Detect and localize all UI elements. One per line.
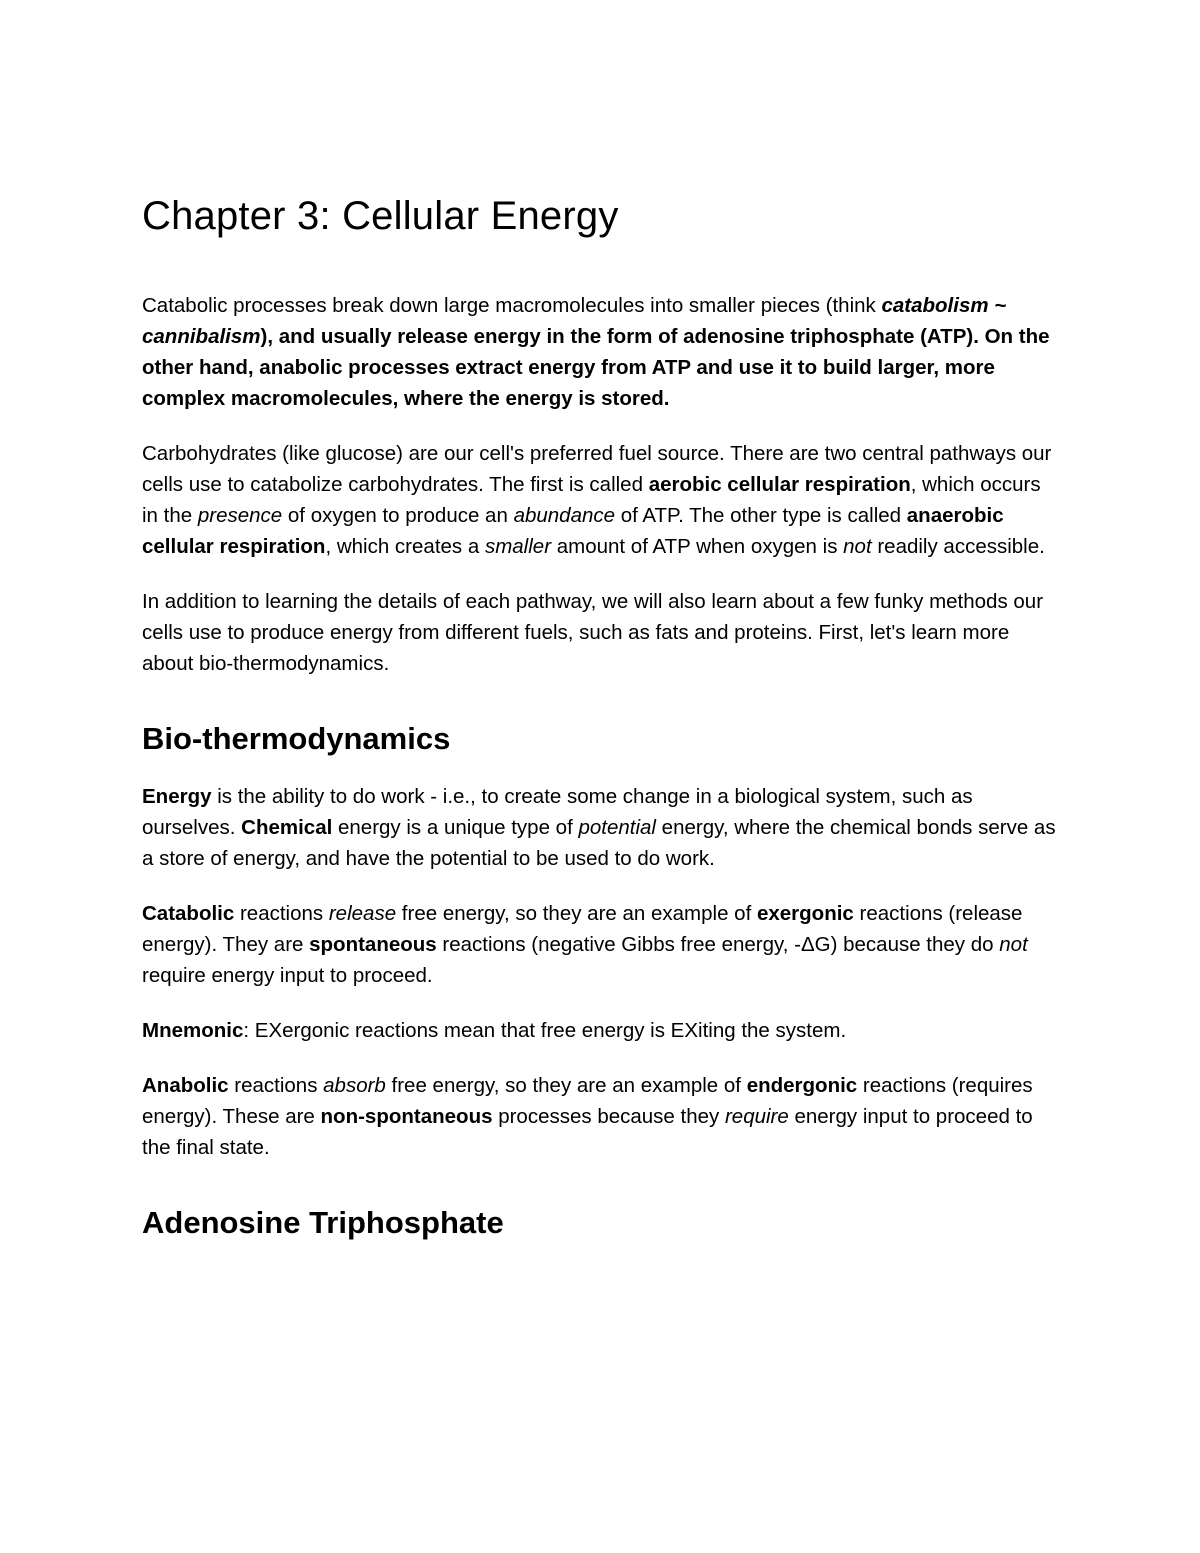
text-run: reactions xyxy=(234,902,329,925)
term-exergonic: exergonic xyxy=(756,902,854,925)
emphasis-require: require xyxy=(724,1105,789,1128)
text-run: Carbohydrates (like glucose) are our cell's preferred fuel source. There are two central pathways our cells use to catabolize carbohydrates. The first is called xyxy=(142,442,1052,496)
text-run: energy input to proceed to the final state. xyxy=(142,1105,1033,1159)
text-run: , which creates a xyxy=(325,535,485,558)
term-catabolic: Catabolic xyxy=(142,902,235,925)
text-run: reactions (requires energy). These are xyxy=(142,1074,1033,1128)
paragraph-anabolic-reactions xyxy=(142,1070,1060,1163)
text-run: require energy input to proceed. xyxy=(142,964,433,987)
intro-paragraph-catabolic xyxy=(142,290,1060,414)
emphasis-not: not xyxy=(843,535,872,558)
text-run: , which occurs in the xyxy=(142,473,1041,527)
bold-text-run: ), and usually release energy in the form of adenosine triphosphate (ATP). On the other hand, anabolic processes extract energy from ATP and use it to build larger, more complex macromolecules, where the energy is stored. xyxy=(142,325,1050,410)
emphasis-potential: potential xyxy=(578,816,656,839)
chapter-title: Chapter 3: Cellular Energy xyxy=(142,194,619,238)
heading-adenosine-triphosphate: Adenosine Triphosphate xyxy=(142,1205,504,1240)
emphasis-catabolism-cannibalism: catabolism ~ cannibalism xyxy=(142,294,1007,348)
text-run: : EXergonic reactions mean that free energy is EXiting the system. xyxy=(243,1019,847,1042)
text-run: readily accessible. xyxy=(871,535,1045,558)
term-spontaneous: spontaneous xyxy=(309,933,437,956)
heading-bio-thermodynamics: Bio-thermodynamics xyxy=(142,721,451,756)
text-run: free energy, so they are an example of xyxy=(385,1074,747,1097)
text-run: Catabolic processes break down large macromolecules into smaller pieces (think xyxy=(142,294,882,317)
emphasis-absorb: absorb xyxy=(323,1074,386,1097)
term-non-spontaneous: non-spontaneous xyxy=(320,1105,493,1128)
text-run: is the ability to do work - i.e., to create some change in a biological system, such as ourselves. xyxy=(142,785,973,839)
text-run: processes because they xyxy=(492,1105,725,1128)
emphasis-abundance: abundance xyxy=(513,504,616,527)
paragraph-mnemonic xyxy=(142,1015,1060,1046)
term-anabolic: Anabolic xyxy=(142,1074,229,1097)
text-run: reactions (release energy). They are xyxy=(142,902,1023,956)
paragraph-catabolic-reactions xyxy=(142,898,1060,991)
intro-paragraph-carbohydrates xyxy=(142,438,1060,562)
emphasis-not: not xyxy=(999,933,1028,956)
text-run: of ATP. The other type is called xyxy=(615,504,907,527)
emphasis-smaller: smaller xyxy=(484,535,552,558)
text-run: free energy, so they are an example of xyxy=(396,902,757,925)
text-run: reactions xyxy=(228,1074,324,1097)
text-run: amount of ATP when oxygen is xyxy=(551,535,844,558)
term-aerobic-respiration: aerobic cellular respiration xyxy=(648,473,911,496)
intro-paragraph-pathways: In addition to learning the details of each pathway, we will also learn about a few funky methods our cells use to produce energy from different fuels, such as fats and proteins. First, let's learn more about bio-thermodynamics. xyxy=(142,590,1044,675)
text-run: energy, where the chemical bonds serve as a store of energy, and have the potential to be used to do work. xyxy=(142,816,1056,870)
term-mnemonic: Mnemonic xyxy=(142,1019,244,1042)
text-run: reactions (negative Gibbs free energy, -ΔG) because they do xyxy=(436,933,1000,956)
term-anaerobic-respiration: anaerobic cellular respiration xyxy=(142,504,1004,558)
term-chemical: Chemical xyxy=(241,816,333,839)
paragraph-energy-definition xyxy=(142,781,1060,874)
term-endergonic: endergonic xyxy=(746,1074,858,1097)
emphasis-release: release xyxy=(328,902,397,925)
text-run: energy is a unique type of xyxy=(332,816,579,839)
text-run: of oxygen to produce an xyxy=(282,504,514,527)
emphasis-presence: presence xyxy=(197,504,283,527)
term-energy: Energy xyxy=(142,785,212,808)
